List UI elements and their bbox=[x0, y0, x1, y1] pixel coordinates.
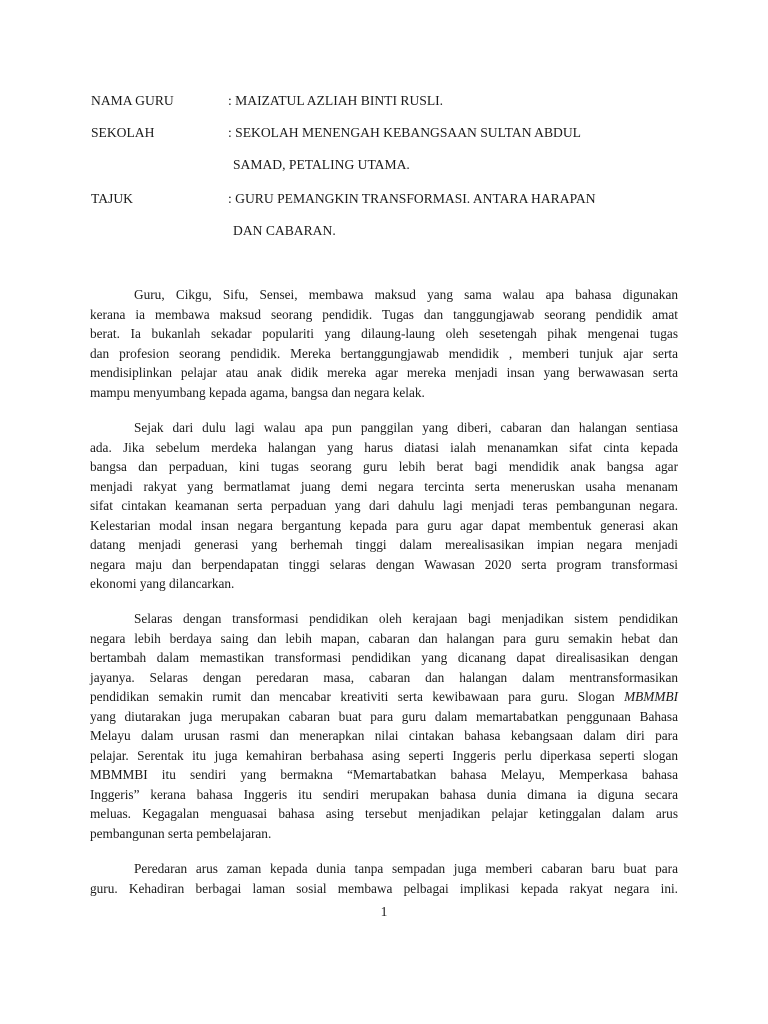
paragraph-line: Melayu dalam urusan rasmi dan menerapkan nilai cintakan bahasa kebangsaan dalam diri para bbox=[90, 728, 678, 743]
paragraph-line: pendidikan semakin rumit dan mencabar kreativiti serta kewibawaan para guru. Slogan MBMMBI bbox=[90, 689, 678, 704]
paragraph-line: mendisiplinkan pelajar atau anak didik mereka agar mereka menjadi insan yang berwawasan serta bbox=[90, 365, 678, 380]
header-label-tajuk: TAJUK bbox=[91, 191, 133, 206]
paragraph-line: guru. Kehadiran berbagai laman sosial membawa pelbagai implikasi kepada rakyat negara ini. bbox=[90, 880, 678, 896]
header-value-tajuk-cont: DAN CABARAN. bbox=[233, 223, 336, 238]
paragraph-line: MBMMBI itu sendiri yang bermakna “Memartabatkan bahasa Melayu, Memperkasa bahasa bbox=[90, 767, 678, 782]
paragraph-line: ada. Jika sebelum merdeka halangan yang harus diatasi ialah menanamkan sifat cinta kepada bbox=[90, 439, 678, 455]
paragraph-line: mampu menyumbang kepada agama, bangsa dan negara kelak. bbox=[90, 384, 425, 400]
paragraph-line: pelajar. Serentak itu juga kemahiran berbahasa asing seperti Inggeris perlu diperkasa seperti slogan bbox=[90, 747, 678, 763]
paragraph-line: pembangunan serta pembelajaran. bbox=[90, 825, 272, 841]
body-paragraph-4 bbox=[90, 859, 678, 898]
paragraph-line: Inggeris” kerana bahasa Inggeris itu sendiri merupakan bahasa dunia dimana ia diguna secara bbox=[90, 786, 678, 802]
body-paragraph-3 bbox=[90, 609, 678, 843]
paragraph-line: sifat cintakan keamanan serta perpaduan yang dari dahulu lagi menjadi teras pembangunan negara. bbox=[90, 498, 678, 513]
paragraph-line: berat. Ia bukanlah sekadar populariti yang dilaung-laung oleh sesetengah pihak mengenai tugas bbox=[90, 326, 678, 341]
header-value-nama-guru: : MAIZATUL AZLIAH BINTI RUSLI. bbox=[228, 93, 444, 108]
paragraph-line: bertambah dalam memastikan transformasi pendidikan yang dicanang dapat direalisasikan dengan bbox=[90, 650, 678, 665]
paragraph-line: yang diutarakan juga merupakan cabaran buat para guru dalam memartabatkan penggunaan Bahasa bbox=[90, 708, 678, 724]
paragraph-line: Selaras dengan transformasi pendidikan oleh kerajaan bagi menjadikan sistem pendidikan bbox=[134, 611, 678, 626]
paragraph-line: kerana ia membawa maksud seorang pendidik. Tugas dan tanggungjawab seorang pendidik amat bbox=[90, 306, 678, 322]
paragraph-line: datang menjadi generasi yang berhemah tinggi dalam merealisasikan impian negara menjadi bbox=[90, 537, 678, 552]
paragraph-line: menjadi rakyat yang bermatlamat juang demi negara tercinta serta meneruskan usaha menanam bbox=[90, 478, 678, 494]
paragraph-line: Sejak dari dulu lagi walau apa pun panggilan yang diberi, cabaran dan halangan sentiasa bbox=[134, 420, 678, 435]
paragraph-line: Guru, Cikgu, Sifu, Sensei, membawa maksud yang sama walau apa bahasa digunakan bbox=[134, 287, 678, 302]
body-paragraph-1 bbox=[90, 285, 678, 402]
header-value-tajuk: : GURU PEMANGKIN TRANSFORMASI. ANTARA HARAPAN bbox=[228, 191, 596, 206]
slogan-emphasis: MBMMBI bbox=[624, 689, 678, 704]
paragraph-line: Kelestarian modal insan negara bergantung kepada para guru agar dapat membentuk generasi akan bbox=[90, 517, 678, 533]
header-label-sekolah: SEKOLAH bbox=[91, 125, 155, 140]
header-value-sekolah-cont: SAMAD, PETALING UTAMA. bbox=[233, 157, 410, 172]
header-value-sekolah: : SEKOLAH MENENGAH KEBANGSAAN SULTAN ABDUL bbox=[228, 125, 581, 140]
paragraph-line: Peredaran arus zaman kepada dunia tanpa sempadan juga memberi cabaran baru buat para bbox=[134, 861, 678, 876]
header-label-nama-guru: NAMA GURU bbox=[91, 93, 174, 108]
paragraph-line: jayanya. Selaras dengan peredaran masa, cabaran dan halangan dalam mentransformasikan bbox=[90, 669, 678, 685]
paragraph-line: ekonomi yang dilancarkan. bbox=[90, 576, 235, 591]
page-number: 1 bbox=[380, 904, 388, 919]
paragraph-line: negara lebih berdaya saing dan lebih mapan, cabaran dan halangan para guru semakin hebat dan bbox=[90, 630, 678, 646]
paragraph-line: meluas. Kegagalan menguasai bahasa asing tersebut menjadikan pelajar ketinggalan dalam arus bbox=[90, 806, 678, 821]
paragraph-line: negara maju dan berpendapatan tinggi selaras dengan Wawasan 2020 serta program transformasi bbox=[90, 556, 678, 572]
body-paragraph-2 bbox=[90, 418, 678, 594]
paragraph-line: dan profesion seorang pendidik. Mereka bertanggungjawab mendidik , memberi tunjuk ajar serta bbox=[90, 345, 678, 361]
paragraph-line: bangsa dan perpaduan, kini tugas seorang guru lebih berat bagi mendidik anak bangsa agar bbox=[90, 459, 678, 474]
